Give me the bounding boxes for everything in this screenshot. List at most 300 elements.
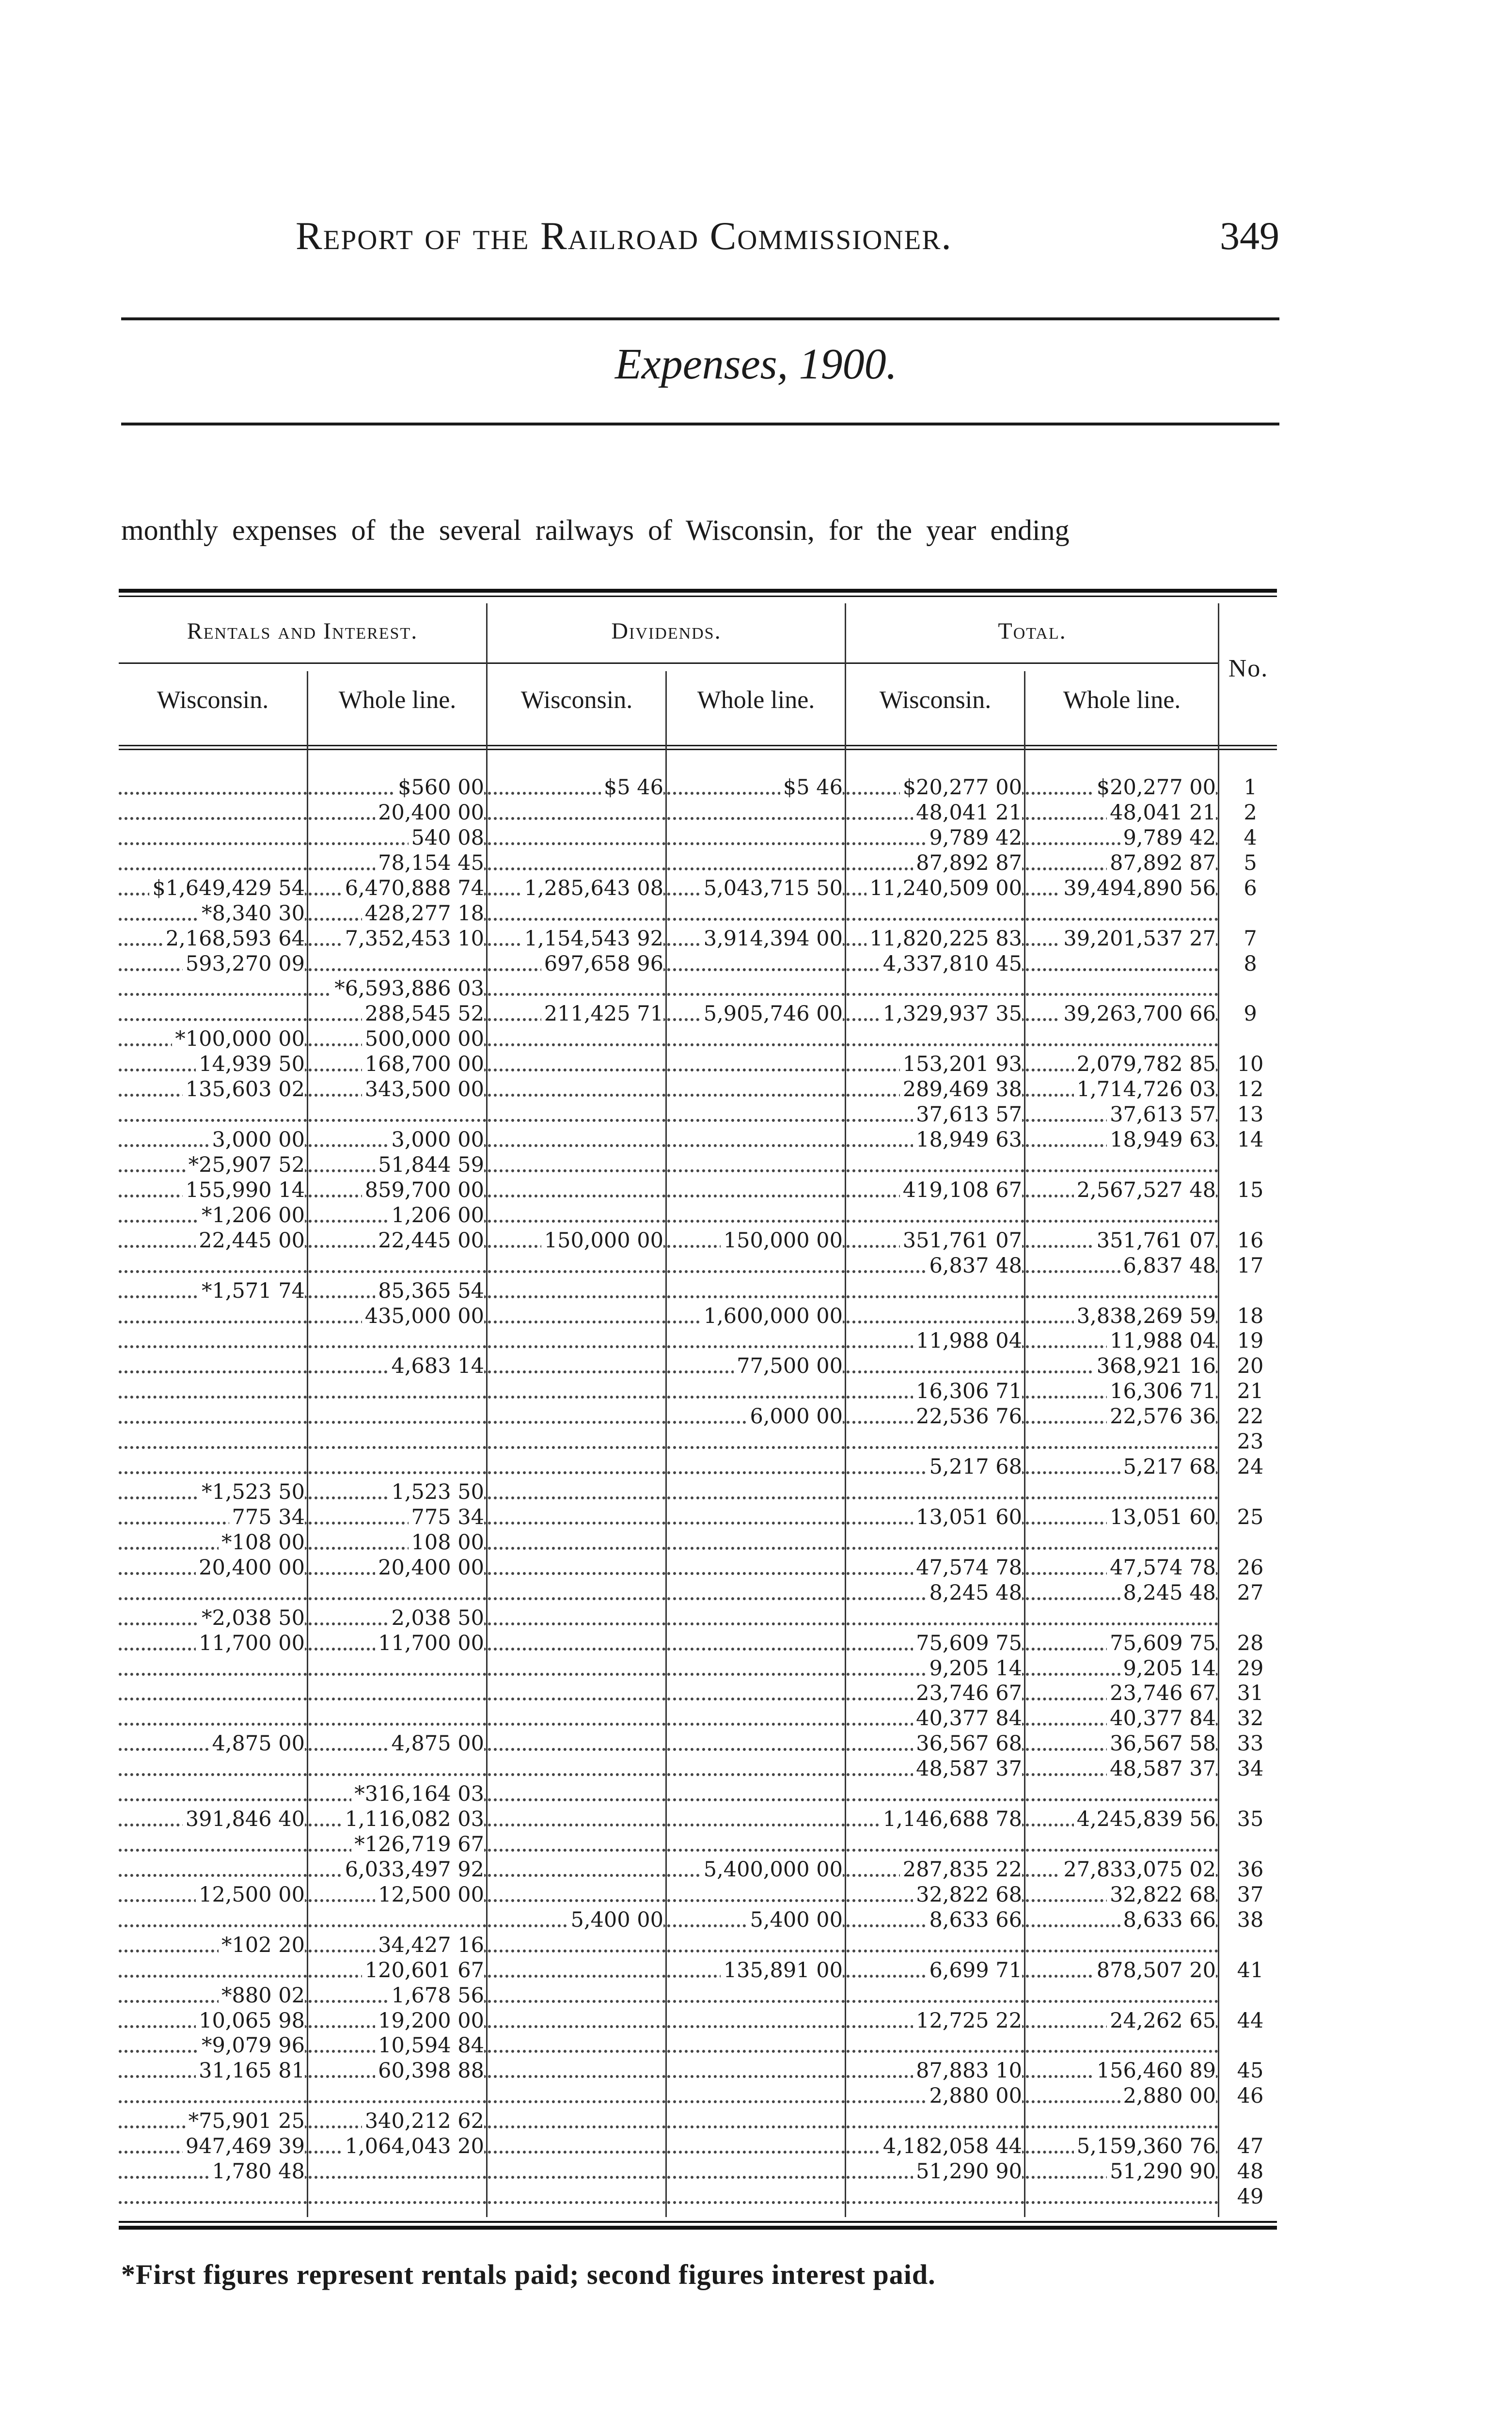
dot-leader bbox=[1026, 993, 1218, 996]
cell-row-number bbox=[1224, 976, 1277, 1001]
cell-row-number: 7 bbox=[1244, 927, 1257, 951]
cell-rentals-wisconsin bbox=[119, 1832, 307, 1857]
dot-leader bbox=[667, 2125, 845, 2128]
cell-total-wisconsin bbox=[847, 1228, 1024, 1253]
dot-leader bbox=[488, 1119, 665, 1122]
cell-dividends-wisconsin bbox=[488, 1379, 665, 1403]
cell-dividends-wisconsin bbox=[488, 1077, 665, 1101]
cell-value: 3,914,394 00 bbox=[701, 927, 843, 951]
cell-row-number bbox=[1224, 1480, 1277, 1504]
table-row bbox=[119, 1807, 1277, 1831]
cell-dividends-wisconsin bbox=[488, 1153, 665, 1177]
dot-leader bbox=[667, 1572, 845, 1575]
cell-value: 108 00 bbox=[409, 1530, 484, 1555]
table-top-rule bbox=[119, 589, 1277, 593]
cell-rentals-whole-line bbox=[309, 1606, 486, 1630]
cell-value: 697,658 96 bbox=[541, 952, 663, 976]
dot-leader bbox=[488, 1195, 665, 1197]
dot-leader bbox=[488, 1396, 665, 1399]
table-row bbox=[119, 1958, 1277, 1982]
dot-leader bbox=[667, 1345, 845, 1348]
dot-leader bbox=[667, 1169, 845, 1172]
cell-value: 1,146,688 78 bbox=[880, 1807, 1022, 1831]
cell-dividends-wisconsin bbox=[488, 1455, 665, 1479]
cell-dividends-whole-line bbox=[667, 1480, 845, 1504]
cell-value: 1,116,082 03 bbox=[342, 1807, 484, 1831]
table-row bbox=[119, 927, 1277, 951]
dot-leader bbox=[847, 1295, 1024, 1298]
subheader-dividends-whole-line: Whole line. bbox=[697, 686, 815, 714]
dot-leader bbox=[119, 792, 307, 795]
cell-row-number bbox=[1224, 1530, 1277, 1555]
dot-leader bbox=[119, 1471, 307, 1474]
dot-leader bbox=[119, 1723, 307, 1726]
cell-total-whole-line bbox=[1026, 1631, 1218, 1655]
dot-leader bbox=[488, 1597, 665, 1600]
table-row bbox=[119, 1857, 1277, 1882]
dot-leader bbox=[488, 1849, 665, 1852]
cell-value: 37,613 57 bbox=[1107, 1102, 1216, 1127]
dot-leader bbox=[667, 1119, 845, 1122]
dot-leader bbox=[1026, 1950, 1218, 1952]
cell-value: 5,905,746 00 bbox=[701, 1002, 843, 1026]
cell-value: 428,277 18 bbox=[362, 901, 484, 926]
cell-value: 5,217 68 bbox=[927, 1455, 1022, 1479]
cell-dividends-wisconsin bbox=[488, 876, 665, 900]
cell-row-number: 2 bbox=[1244, 801, 1257, 825]
dot-leader bbox=[1026, 1798, 1218, 1801]
cell-dividends-whole-line bbox=[667, 901, 845, 926]
cell-rentals-wisconsin bbox=[119, 1102, 307, 1127]
dot-leader bbox=[667, 1446, 845, 1449]
dot-leader bbox=[667, 1773, 845, 1776]
cell-total-whole-line bbox=[1026, 1128, 1218, 1152]
dot-leader bbox=[119, 1370, 307, 1373]
cell-value: 20,400 00 bbox=[375, 801, 484, 825]
cell-value: 1,600,000 00 bbox=[701, 1304, 843, 1328]
cell-total-whole-line bbox=[1026, 1379, 1218, 1403]
dot-leader bbox=[667, 1798, 845, 1801]
dot-leader bbox=[1026, 2125, 1218, 2128]
cell-dividends-wisconsin bbox=[488, 1656, 665, 1681]
cell-total-whole-line bbox=[1026, 775, 1218, 800]
cell-total-wisconsin bbox=[847, 1656, 1024, 1681]
dot-leader bbox=[119, 867, 307, 870]
dot-leader bbox=[119, 817, 307, 820]
cell-value: 289,469 38 bbox=[900, 1077, 1022, 1101]
cell-value: 13,051 60 bbox=[913, 1505, 1022, 1529]
cell-value: 18,949 63 bbox=[913, 1128, 1022, 1152]
cell-dividends-wisconsin bbox=[488, 2009, 665, 2033]
cell-dividends-whole-line bbox=[667, 1883, 845, 1907]
dot-leader bbox=[309, 1471, 486, 1474]
cell-dividends-wisconsin bbox=[488, 1480, 665, 1504]
dot-leader bbox=[119, 1018, 307, 1021]
dot-leader bbox=[488, 2151, 665, 2154]
dot-leader bbox=[119, 1270, 307, 1273]
dot-leader bbox=[847, 1950, 1024, 1952]
cell-value: 6,000 00 bbox=[747, 1404, 843, 1429]
table-row bbox=[119, 1606, 1277, 1630]
cell-value: 775 34 bbox=[409, 1505, 484, 1529]
cell-total-whole-line bbox=[1026, 2134, 1218, 2158]
cell-value: 5,400 00 bbox=[568, 1908, 663, 1932]
dot-leader bbox=[667, 1094, 845, 1097]
dot-leader bbox=[119, 1597, 307, 1600]
cell-value: 4,182,058 44 bbox=[880, 2134, 1022, 2158]
cell-rentals-whole-line bbox=[309, 801, 486, 825]
cell-row-number bbox=[1224, 1279, 1277, 1303]
cell-value: 287,835 22 bbox=[900, 1857, 1022, 1882]
table-row bbox=[119, 1354, 1277, 1378]
cell-total-wisconsin bbox=[847, 2185, 1024, 2209]
cell-value: 6,837 48 bbox=[1120, 1254, 1216, 1278]
cell-total-whole-line bbox=[1026, 1480, 1218, 1504]
cell-rentals-wisconsin bbox=[119, 976, 307, 1001]
cell-dividends-wisconsin bbox=[488, 1908, 665, 1932]
cell-row-number bbox=[1224, 1153, 1277, 1177]
cell-total-wisconsin bbox=[847, 1077, 1024, 1101]
cell-rentals-wisconsin bbox=[119, 1606, 307, 1630]
cell-rentals-whole-line bbox=[309, 1077, 486, 1101]
dot-leader bbox=[488, 1421, 665, 1424]
dot-leader bbox=[309, 2176, 486, 2179]
cell-rentals-whole-line bbox=[309, 1681, 486, 1705]
cell-total-whole-line bbox=[1026, 1404, 1218, 1429]
cell-dividends-wisconsin bbox=[488, 1832, 665, 1857]
cell-rentals-wisconsin bbox=[119, 1254, 307, 1278]
dot-leader bbox=[488, 1723, 665, 1726]
cell-total-whole-line bbox=[1026, 1958, 1218, 1982]
cell-row-number: 8 bbox=[1244, 952, 1257, 976]
cell-value: *8,340 30 bbox=[199, 901, 305, 926]
cell-dividends-wisconsin bbox=[488, 1530, 665, 1555]
cell-total-wisconsin bbox=[847, 1430, 1024, 1454]
cell-dividends-wisconsin bbox=[488, 1958, 665, 1982]
table-row bbox=[119, 1933, 1277, 1957]
subheader-rule bbox=[119, 745, 1277, 746]
cell-row-number: 4 bbox=[1244, 826, 1257, 850]
cell-total-whole-line bbox=[1026, 801, 1218, 825]
table-row bbox=[119, 2159, 1277, 2184]
cell-value: 51,290 90 bbox=[913, 2159, 1022, 2184]
dot-leader bbox=[667, 1723, 845, 1726]
cell-value: 1,678 56 bbox=[389, 1983, 484, 2008]
cell-dividends-wisconsin bbox=[488, 1606, 665, 1630]
cell-value: *108 00 bbox=[219, 1530, 305, 1555]
dot-leader bbox=[309, 1119, 486, 1122]
dot-leader bbox=[667, 1698, 845, 1700]
table-row bbox=[119, 1480, 1277, 1504]
cell-total-wisconsin bbox=[847, 1027, 1024, 1051]
dot-leader bbox=[1026, 1496, 1218, 1499]
cell-rentals-wisconsin bbox=[119, 1354, 307, 1378]
cell-total-whole-line bbox=[1026, 1656, 1218, 1681]
dot-leader bbox=[488, 1673, 665, 1676]
cell-dividends-wisconsin bbox=[488, 1782, 665, 1806]
cell-dividends-wisconsin bbox=[488, 1279, 665, 1303]
cell-total-wisconsin bbox=[847, 1857, 1024, 1882]
cell-rentals-whole-line bbox=[309, 901, 486, 926]
dot-leader bbox=[1026, 1446, 1218, 1449]
cell-dividends-wisconsin bbox=[488, 1933, 665, 1957]
cell-dividends-wisconsin bbox=[488, 775, 665, 800]
dot-leader bbox=[667, 1396, 845, 1399]
dot-leader bbox=[309, 1773, 486, 1776]
cell-dividends-wisconsin bbox=[488, 1178, 665, 1202]
cell-rentals-whole-line bbox=[309, 1178, 486, 1202]
cell-value: 47,574 78 bbox=[1107, 1556, 1216, 1580]
dot-leader bbox=[667, 2025, 845, 2028]
cell-dividends-whole-line bbox=[667, 2159, 845, 2184]
cell-total-wisconsin bbox=[847, 826, 1024, 850]
cell-total-wisconsin bbox=[847, 1002, 1024, 1026]
table-bottom-rule bbox=[119, 2221, 1277, 2223]
cell-dividends-wisconsin bbox=[488, 1505, 665, 1529]
dot-leader bbox=[667, 1295, 845, 1298]
dot-leader bbox=[488, 867, 665, 870]
cell-dividends-whole-line bbox=[667, 1807, 845, 1831]
cell-total-wisconsin bbox=[847, 1329, 1024, 1353]
table-row bbox=[119, 901, 1277, 926]
cell-total-wisconsin bbox=[847, 2059, 1024, 2083]
cell-total-wisconsin bbox=[847, 851, 1024, 875]
cell-dividends-whole-line bbox=[667, 1530, 845, 1555]
cell-total-wisconsin bbox=[847, 1782, 1024, 1806]
cell-total-wisconsin bbox=[847, 1832, 1024, 1857]
cell-dividends-wisconsin bbox=[488, 1706, 665, 1731]
cell-dividends-wisconsin bbox=[488, 1102, 665, 1127]
cell-rentals-wisconsin bbox=[119, 1883, 307, 1907]
cell-rentals-whole-line bbox=[309, 1153, 486, 1177]
dot-leader bbox=[667, 1043, 845, 1046]
dot-leader bbox=[847, 2000, 1024, 2003]
cell-total-wisconsin bbox=[847, 1279, 1024, 1303]
cell-total-wisconsin bbox=[847, 976, 1024, 1001]
cell-value: $5 46 bbox=[601, 775, 663, 800]
cell-rentals-whole-line bbox=[309, 1027, 486, 1051]
cell-rentals-wisconsin bbox=[119, 1958, 307, 1982]
table-row bbox=[119, 1052, 1277, 1076]
cell-total-wisconsin bbox=[847, 1606, 1024, 1630]
cell-dividends-whole-line bbox=[667, 1505, 845, 1529]
cell-row-number bbox=[1224, 1203, 1277, 1227]
cell-rentals-wisconsin bbox=[119, 1480, 307, 1504]
cell-total-whole-line bbox=[1026, 1304, 1218, 1328]
cell-value: 4,875 00 bbox=[389, 1731, 484, 1756]
cell-value: 9,205 14 bbox=[927, 1656, 1022, 1681]
cell-row-number: 10 bbox=[1237, 1052, 1264, 1076]
cell-rentals-wisconsin bbox=[119, 1857, 307, 1882]
cell-rentals-whole-line bbox=[309, 826, 486, 850]
dot-leader bbox=[488, 1748, 665, 1751]
cell-rentals-whole-line bbox=[309, 1329, 486, 1353]
dot-leader bbox=[667, 1496, 845, 1499]
cell-value: 878,507 20 bbox=[1094, 1958, 1216, 1982]
cell-row-number bbox=[1224, 2109, 1277, 2133]
cell-dividends-whole-line bbox=[667, 1002, 845, 1026]
cell-value: 5,400,000 00 bbox=[701, 1857, 843, 1882]
cell-total-wisconsin bbox=[847, 1379, 1024, 1403]
cell-value: 12,725 22 bbox=[913, 2009, 1022, 2033]
cell-value: *316,164 03 bbox=[351, 1782, 484, 1806]
cell-rentals-whole-line bbox=[309, 1354, 486, 1378]
cell-value: 48,041 21 bbox=[913, 801, 1022, 825]
cell-value: 22,536 76 bbox=[913, 1404, 1022, 1429]
cell-rentals-wisconsin bbox=[119, 1631, 307, 1655]
cell-total-wisconsin bbox=[847, 1908, 1024, 1932]
table-row bbox=[119, 1254, 1277, 1278]
cell-value: 22,576 36 bbox=[1107, 1404, 1216, 1429]
cell-value: 6,699 71 bbox=[927, 1958, 1022, 1982]
cell-total-wisconsin bbox=[847, 1153, 1024, 1177]
table-row bbox=[119, 1404, 1277, 1429]
cell-value: 2,079,782 85 bbox=[1074, 1052, 1216, 1076]
cell-total-whole-line bbox=[1026, 1077, 1218, 1101]
cell-total-wisconsin bbox=[847, 1354, 1024, 1378]
cell-total-wisconsin bbox=[847, 1203, 1024, 1227]
cell-total-whole-line bbox=[1026, 2109, 1218, 2133]
cell-dividends-wisconsin bbox=[488, 1581, 665, 1605]
cell-row-number: 20 bbox=[1237, 1354, 1264, 1378]
intro-text: monthly expenses of the several railways of Wisconsin, for the year ending bbox=[121, 514, 1070, 546]
table-row bbox=[119, 1832, 1277, 1857]
cell-value: 31,165 81 bbox=[196, 2059, 305, 2083]
dot-leader bbox=[1026, 1547, 1218, 1550]
cell-value: 11,240,509 00 bbox=[866, 876, 1022, 900]
cell-row-number: 27 bbox=[1237, 1581, 1264, 1605]
cell-value: 39,263,700 66 bbox=[1060, 1002, 1216, 1026]
cell-row-number: 17 bbox=[1237, 1254, 1264, 1278]
cell-dividends-whole-line bbox=[667, 927, 845, 951]
cell-rentals-wisconsin bbox=[119, 1404, 307, 1429]
dot-leader bbox=[488, 1069, 665, 1071]
cell-total-whole-line bbox=[1026, 1782, 1218, 1806]
dot-leader bbox=[1026, 2050, 1218, 2053]
table-row bbox=[119, 876, 1277, 900]
cell-dividends-whole-line bbox=[667, 1556, 845, 1580]
cell-rentals-whole-line bbox=[309, 2009, 486, 2033]
cell-total-wisconsin bbox=[847, 1052, 1024, 1076]
cell-dividends-wisconsin bbox=[488, 2059, 665, 2083]
cell-rentals-whole-line bbox=[309, 1203, 486, 1227]
cell-dividends-whole-line bbox=[667, 1430, 845, 1454]
dot-leader bbox=[488, 1370, 665, 1373]
table-body bbox=[119, 775, 1277, 2210]
cell-value: 5,043,715 50 bbox=[701, 876, 843, 900]
cell-rentals-whole-line bbox=[309, 2084, 486, 2108]
subheader-total-wisconsin: Wisconsin. bbox=[879, 686, 992, 714]
cell-total-whole-line bbox=[1026, 1027, 1218, 1051]
cell-dividends-whole-line bbox=[667, 1027, 845, 1051]
cell-row-number: 13 bbox=[1237, 1102, 1264, 1127]
cell-value: 593,270 09 bbox=[183, 952, 305, 976]
cell-dividends-whole-line bbox=[667, 1102, 845, 1127]
cell-total-whole-line bbox=[1026, 1857, 1218, 1882]
cell-dividends-wisconsin bbox=[488, 1883, 665, 1907]
cell-total-wisconsin bbox=[847, 2084, 1024, 2108]
dot-leader bbox=[488, 1270, 665, 1273]
cell-value: 288,545 52 bbox=[362, 1002, 484, 1026]
cell-value: 39,201,537 27 bbox=[1060, 927, 1216, 951]
dot-leader bbox=[309, 1446, 486, 1449]
cell-value: 20,400 00 bbox=[375, 1556, 484, 1580]
cell-row-number: 19 bbox=[1237, 1329, 1264, 1353]
subheader-total-whole-line: Whole line. bbox=[1063, 686, 1181, 714]
cell-total-wisconsin bbox=[847, 1102, 1024, 1127]
cell-total-whole-line bbox=[1026, 976, 1218, 1001]
subheader-rentals-wisconsin: Wisconsin. bbox=[157, 686, 269, 714]
dot-leader bbox=[488, 842, 665, 845]
dot-leader bbox=[488, 1144, 665, 1147]
dot-leader bbox=[488, 1446, 665, 1449]
cell-total-wisconsin bbox=[847, 775, 1024, 800]
dot-leader bbox=[667, 2151, 845, 2154]
dot-leader bbox=[119, 2100, 307, 2103]
dot-leader bbox=[667, 1824, 845, 1826]
cell-total-whole-line bbox=[1026, 901, 1218, 926]
cell-row-number: 35 bbox=[1237, 1807, 1264, 1831]
table-row bbox=[119, 2033, 1277, 2058]
dot-leader bbox=[847, 2201, 1024, 2204]
dot-leader bbox=[309, 1270, 486, 1273]
table-row bbox=[119, 826, 1277, 850]
cell-rentals-wisconsin bbox=[119, 1782, 307, 1806]
cell-rentals-whole-line bbox=[309, 1731, 486, 1756]
dot-leader bbox=[309, 1723, 486, 1726]
cell-value: 48,041 21 bbox=[1107, 801, 1216, 825]
dot-leader bbox=[667, 2050, 845, 2053]
cell-total-whole-line bbox=[1026, 1933, 1218, 1957]
cell-dividends-whole-line bbox=[667, 1304, 845, 1328]
cell-rentals-wisconsin bbox=[119, 1329, 307, 1353]
dot-leader bbox=[847, 1547, 1024, 1550]
cell-total-wisconsin bbox=[847, 1178, 1024, 1202]
cell-value: 368,921 16 bbox=[1094, 1354, 1216, 1378]
cell-dividends-wisconsin bbox=[488, 1556, 665, 1580]
dot-leader bbox=[847, 2050, 1024, 2053]
cell-total-whole-line bbox=[1026, 1228, 1218, 1253]
cell-rentals-wisconsin bbox=[119, 1983, 307, 2008]
cell-row-number bbox=[1224, 1983, 1277, 2008]
dot-leader bbox=[119, 1798, 307, 1801]
cell-total-whole-line bbox=[1026, 1354, 1218, 1378]
dot-leader bbox=[1026, 968, 1218, 971]
cell-dividends-whole-line bbox=[667, 1958, 845, 1982]
cell-value: 78,154 45 bbox=[375, 851, 484, 875]
cell-dividends-whole-line bbox=[667, 2009, 845, 2033]
dot-leader bbox=[488, 1547, 665, 1550]
cell-row-number bbox=[1224, 1606, 1277, 1630]
dot-leader bbox=[667, 842, 845, 845]
cell-dividends-wisconsin bbox=[488, 1857, 665, 1882]
cell-rentals-whole-line bbox=[309, 1279, 486, 1303]
cell-dividends-whole-line bbox=[667, 1731, 845, 1756]
cell-rentals-whole-line bbox=[309, 2159, 486, 2184]
cell-total-wisconsin bbox=[847, 1731, 1024, 1756]
dot-leader bbox=[119, 1345, 307, 1348]
header-rule bbox=[121, 317, 1279, 320]
table-row bbox=[119, 2059, 1277, 2083]
cell-rentals-whole-line bbox=[309, 952, 486, 976]
cell-value: *6,593,886 03 bbox=[331, 976, 484, 1001]
cell-value: 2,880 00 bbox=[927, 2084, 1022, 2108]
cell-dividends-whole-line bbox=[667, 1757, 845, 1781]
cell-total-whole-line bbox=[1026, 1908, 1218, 1932]
cell-value: 2,168,593 64 bbox=[163, 927, 305, 951]
cell-rentals-whole-line bbox=[309, 1480, 486, 1504]
dot-leader bbox=[119, 1773, 307, 1776]
